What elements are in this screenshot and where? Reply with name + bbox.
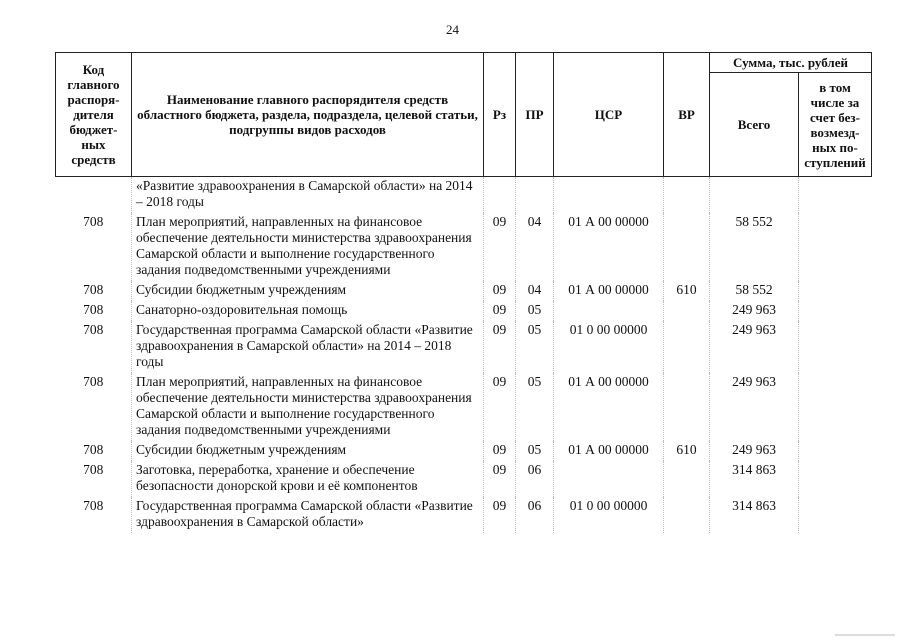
cell-name: Субсидии бюджетным учреждениям <box>132 441 484 461</box>
cell-rz: 09 <box>484 461 516 497</box>
cell-name: «Развитие здравоохранения в Самарской области» на 2014 – 2018 годы <box>132 177 484 214</box>
cell-code: 708 <box>83 374 104 389</box>
cell-csr: 01 А 00 00000 <box>554 441 664 461</box>
header-sum: Сумма, тыс. рублей <box>710 53 872 73</box>
cell-rz: 09 <box>484 373 516 441</box>
cell-free <box>799 213 872 281</box>
table-row <box>56 177 872 214</box>
cell-vr <box>664 497 710 533</box>
cell-rz <box>484 177 516 214</box>
cell-csr <box>554 301 664 321</box>
cell-vr <box>664 177 710 214</box>
cell-free <box>799 301 872 321</box>
cell-code: 708 <box>83 442 104 457</box>
cell-name: План мероприятий, направленных на финансовое обеспечение деятельности министерства здравоохранения Самарской области и выполнение государственного задания подведомственными учреждениями <box>132 373 484 441</box>
cell-pr: 04 <box>516 281 554 301</box>
table-header <box>56 53 872 177</box>
header-total: Всего <box>710 73 799 177</box>
cell-name: Санаторно-оздоровительная помощь <box>132 301 484 321</box>
cell-csr <box>554 461 664 497</box>
cell-rz: 09 <box>484 321 516 373</box>
cell-total <box>710 177 799 214</box>
cell-vr <box>664 373 710 441</box>
cell-name: Субсидии бюджетным учреждениям <box>132 281 484 301</box>
cell-csr <box>554 177 664 214</box>
cell-total: 58 552 <box>710 213 799 281</box>
scan-artifact <box>835 634 895 636</box>
cell-rz: 09 <box>484 281 516 301</box>
header-free: в том числе за счет без-возмезд-ных по-ступлений <box>799 73 872 177</box>
table-row <box>56 281 872 301</box>
cell-pr: 04 <box>516 213 554 281</box>
cell-name: План мероприятий, направленных на финансовое обеспечение деятельности министерства здравоохранения Самарской области и выполнение государственного задания подведомственными учреждениями <box>132 213 484 281</box>
cell-vr: 610 <box>664 441 710 461</box>
cell-pr: 05 <box>516 373 554 441</box>
cell-code: 708 <box>83 214 104 229</box>
cell-pr: 05 <box>516 441 554 461</box>
header-name: Наименование главного распорядителя средств областного бюджета, раздела, подраздела, целевой статьи, подгруппы видов расходов <box>132 53 484 177</box>
cell-rz: 09 <box>484 441 516 461</box>
cell-vr <box>664 321 710 373</box>
cell-vr: 610 <box>664 281 710 301</box>
cell-pr: 06 <box>516 461 554 497</box>
cell-code: 708 <box>83 282 104 297</box>
header-vr: ВР <box>664 53 710 177</box>
cell-free <box>799 281 872 301</box>
cell-name: Заготовка, переработка, хранение и обеспечение безопасности донорской крови и её компонентов <box>132 461 484 497</box>
cell-vr <box>664 301 710 321</box>
cell-free <box>799 321 872 373</box>
table-row <box>56 321 872 373</box>
header-code: Код главного распоря-дителя бюджет-ных средств <box>56 53 132 177</box>
cell-pr: 05 <box>516 301 554 321</box>
table-row <box>56 461 872 497</box>
table-row <box>56 497 872 533</box>
cell-total: 249 963 <box>710 373 799 441</box>
cell-free <box>799 441 872 461</box>
cell-code: 708 <box>83 498 104 513</box>
cell-name: Государственная программа Самарской области «Развитие здравоохранения в Самарской области» на 2014 – 2018 годы <box>132 321 484 373</box>
table-row <box>56 373 872 441</box>
table-body <box>56 177 872 534</box>
cell-csr: 01 А 00 00000 <box>554 373 664 441</box>
table-row <box>56 301 872 321</box>
cell-rz: 09 <box>484 213 516 281</box>
cell-free <box>799 461 872 497</box>
cell-csr: 01 0 00 00000 <box>554 321 664 373</box>
cell-free <box>799 497 872 533</box>
cell-total: 249 963 <box>710 301 799 321</box>
cell-total: 249 963 <box>710 441 799 461</box>
cell-free <box>799 177 872 214</box>
cell-code: 708 <box>83 462 104 477</box>
cell-pr <box>516 177 554 214</box>
cell-code: 708 <box>83 302 104 317</box>
cell-csr: 01 А 00 00000 <box>554 281 664 301</box>
cell-total: 314 863 <box>710 497 799 533</box>
cell-rz: 09 <box>484 497 516 533</box>
cell-total: 58 552 <box>710 281 799 301</box>
cell-csr: 01 А 00 00000 <box>554 213 664 281</box>
page-number: 24 <box>446 22 459 37</box>
header-rz: Рз <box>484 53 516 177</box>
budget-table <box>55 52 872 533</box>
cell-vr <box>664 461 710 497</box>
cell-csr: 01 0 00 00000 <box>554 497 664 533</box>
table-row <box>56 441 872 461</box>
budget-table-container <box>55 52 871 533</box>
header-pr: ПР <box>516 53 554 177</box>
cell-rz: 09 <box>484 301 516 321</box>
cell-pr: 05 <box>516 321 554 373</box>
cell-vr <box>664 213 710 281</box>
table-row <box>56 213 872 281</box>
header-csr: ЦСР <box>554 53 664 177</box>
cell-code <box>56 177 132 214</box>
cell-pr: 06 <box>516 497 554 533</box>
cell-code: 708 <box>83 322 104 337</box>
cell-name: Государственная программа Самарской области «Развитие здравоохранения в Самарской области» <box>132 497 484 533</box>
cell-total: 249 963 <box>710 321 799 373</box>
cell-total: 314 863 <box>710 461 799 497</box>
cell-free <box>799 373 872 441</box>
